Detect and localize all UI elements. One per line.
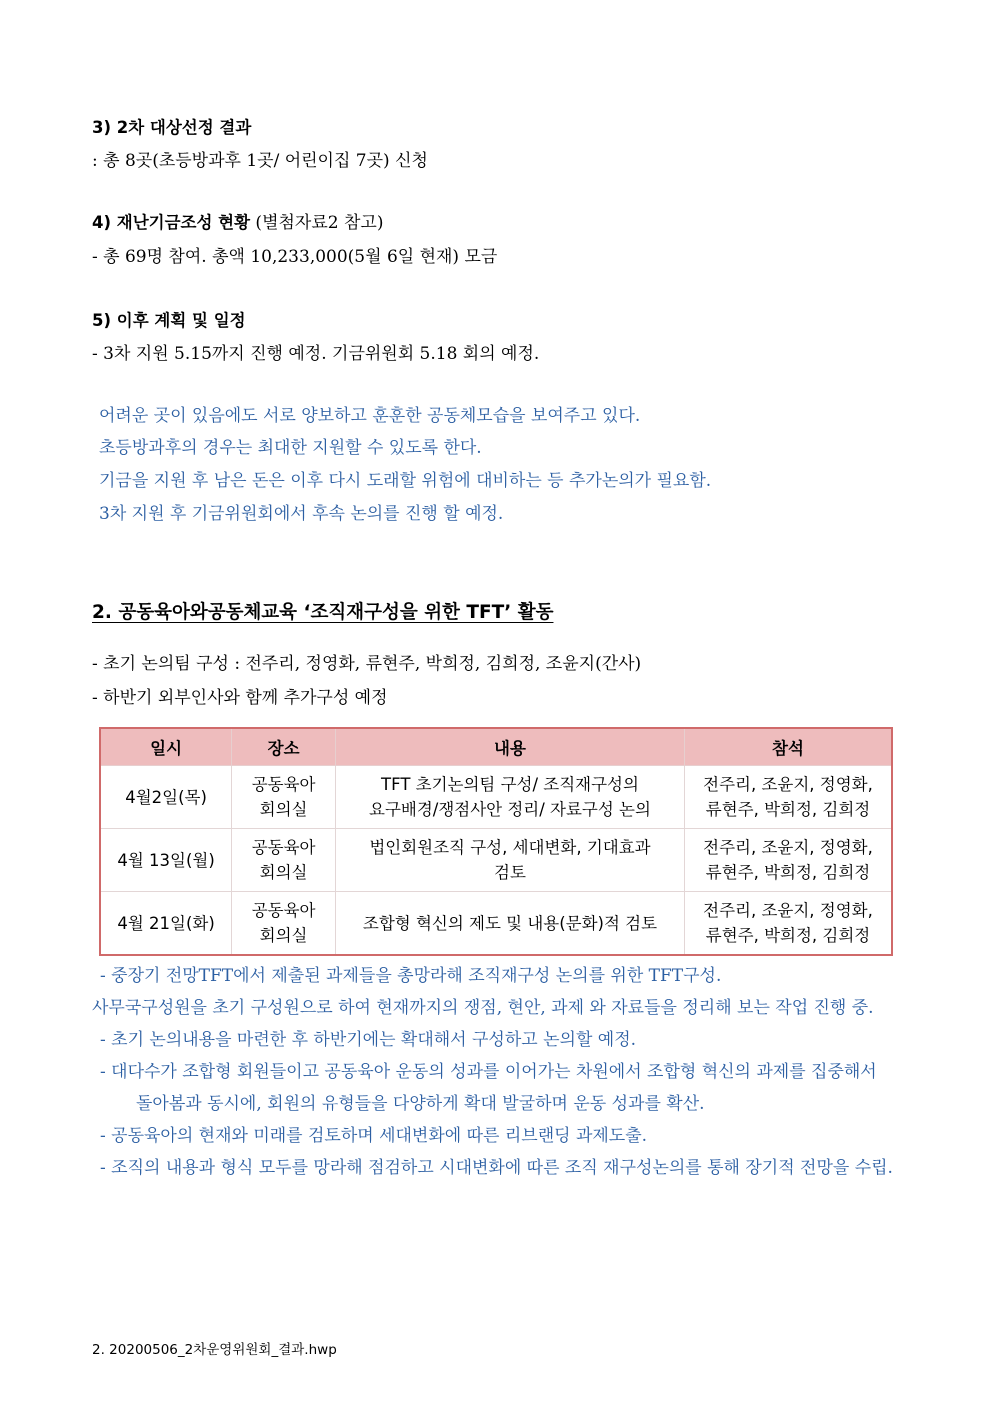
footer-filename: 2. 20200506_2차운영위원회_결과.hwp (92, 1342, 337, 1358)
cell-date: 4월2일(목) (100, 766, 232, 829)
note1-line: 어려운 곳이 있음에도 서로 양보하고 훈훈한 공동체모습을 보여주고 있다. (99, 406, 641, 426)
table-header-row (100, 728, 892, 766)
attendee-line: 류현주, 박희정, 김희정 (705, 926, 871, 945)
header-attendees: 참석 (685, 728, 893, 766)
cell-place (232, 766, 336, 829)
place-line: 회의실 (259, 800, 308, 819)
table-row (100, 829, 892, 892)
place-line: 공동육아 (251, 775, 316, 794)
note1-line: 3차 지원 후 기금위원회에서 후속 논의를 진행 할 예정. (99, 504, 504, 524)
attendee-line: 류현주, 박희정, 김희정 (705, 800, 871, 819)
note2-item: - 공동육아의 현재와 미래를 검토하며 세대변화에 따른 리브랜딩 과제도출. (100, 1126, 648, 1146)
cell-content (335, 829, 684, 892)
section2-heading: 2. 공동육아와공동체교육 ‘조직재구성을 위한 TFT’ 활동 (92, 602, 554, 623)
cell-attendees (685, 829, 893, 892)
cell-date: 4월 21일(화) (100, 892, 232, 956)
attendee-line: 전주리, 조윤지, 정영화, (703, 838, 873, 857)
notes2-block (92, 960, 898, 1184)
section2-bullet: - 초기 논의팀 구성 : 전주리, 정영화, 류현주, 박희정, 김희정, 조윤지(간사) (92, 654, 642, 674)
attendee-line: 류현주, 박희정, 김희정 (705, 863, 871, 882)
content-line: 요구배경/쟁점사안 정리/ 자료구성 논의 (369, 800, 651, 819)
content-line: TFT 초기논의팀 구성/ 조직재구성의 (381, 775, 639, 794)
cell-place (232, 829, 336, 892)
note2-item: - 조직의 내용과 형식 모두를 망라해 점검하고 시대변화에 따른 조직 재구성논의를 통해 장기적 전망을 수립. (100, 1158, 893, 1178)
place-line: 회의실 (259, 926, 308, 945)
sec5-body: - 3차 지원 5.15까지 진행 예정. 기금위원회 5.18 회의 예정. (92, 344, 540, 364)
note2-item: - 중장기 전망TFT에서 제출된 과제들을 총망라해 조직재구성 논의를 위한 TFT구성. (100, 966, 722, 986)
cell-attendees (685, 766, 893, 829)
sec3-body: : 총 8곳(초등방과후 1곳/ 어린이집 7곳) 신청 (92, 151, 428, 171)
cell-attendees (685, 892, 893, 956)
note1-line: 초등방과후의 경우는 최대한 지원할 수 있도록 한다. (99, 438, 482, 458)
content-line: 검토 (494, 863, 526, 882)
section2-bullet: - 하반기 외부인사와 함께 추가구성 예정 (92, 688, 388, 708)
sec5-title: 5) 이후 계획 및 일정 (92, 311, 246, 330)
attendee-line: 전주리, 조윤지, 정영화, (703, 775, 873, 794)
note1-line: 기금을 지원 후 남은 돈은 이후 다시 도래할 위험에 대비하는 등 추가논의가 필요함. (99, 471, 712, 491)
cell-content (335, 766, 684, 829)
header-place: 장소 (232, 728, 336, 766)
table-row (100, 766, 892, 829)
sec4-title (92, 211, 383, 235)
header-date: 일시 (100, 728, 232, 766)
attendee-line: 전주리, 조윤지, 정영화, (703, 901, 873, 920)
sec4-title-bold: 4) 재난기금조성 현황 (92, 213, 251, 232)
note2-item: 사무국구성원을 초기 구성원으로 하여 현재까지의 쟁점, 현안, 과제 와 자료들을 정리해 보는 작업 진행 중. (92, 998, 874, 1018)
sec4-body: - 총 69명 참여. 총액 10,233,000(5월 6일 현재) 모금 (92, 247, 498, 267)
place-line: 공동육아 (251, 901, 316, 920)
schedule-table (99, 727, 893, 956)
sec4-title-rest: (별첨자료2 참고) (250, 213, 384, 233)
cell-date: 4월 13일(월) (100, 829, 232, 892)
note2-item: - 초기 논의내용을 마련한 후 하반기에는 확대해서 구성하고 논의할 예정. (100, 1030, 637, 1050)
note2-item: - 대다수가 조합형 회원들이고 공동육아 운동의 성과를 이어가는 차원에서 조합형 혁신의 과제를 집중해서 돌아봄과 동시에, 회원의 유형들을 다양하게 확대 발굴하며 운동 성과를 확산. (100, 1062, 877, 1114)
cell-place (232, 892, 336, 956)
content-line: 법인회원조직 구성, 세대변화, 기대효과 (369, 838, 651, 857)
place-line: 회의실 (259, 863, 308, 882)
header-content: 내용 (335, 728, 684, 766)
place-line: 공동육아 (251, 838, 316, 857)
sec3-title: 3) 2차 대상선정 결과 (92, 118, 252, 137)
table-row (100, 892, 892, 956)
cell-content: 조합형 혁신의 제도 및 내용(문화)적 검토 (335, 892, 684, 956)
